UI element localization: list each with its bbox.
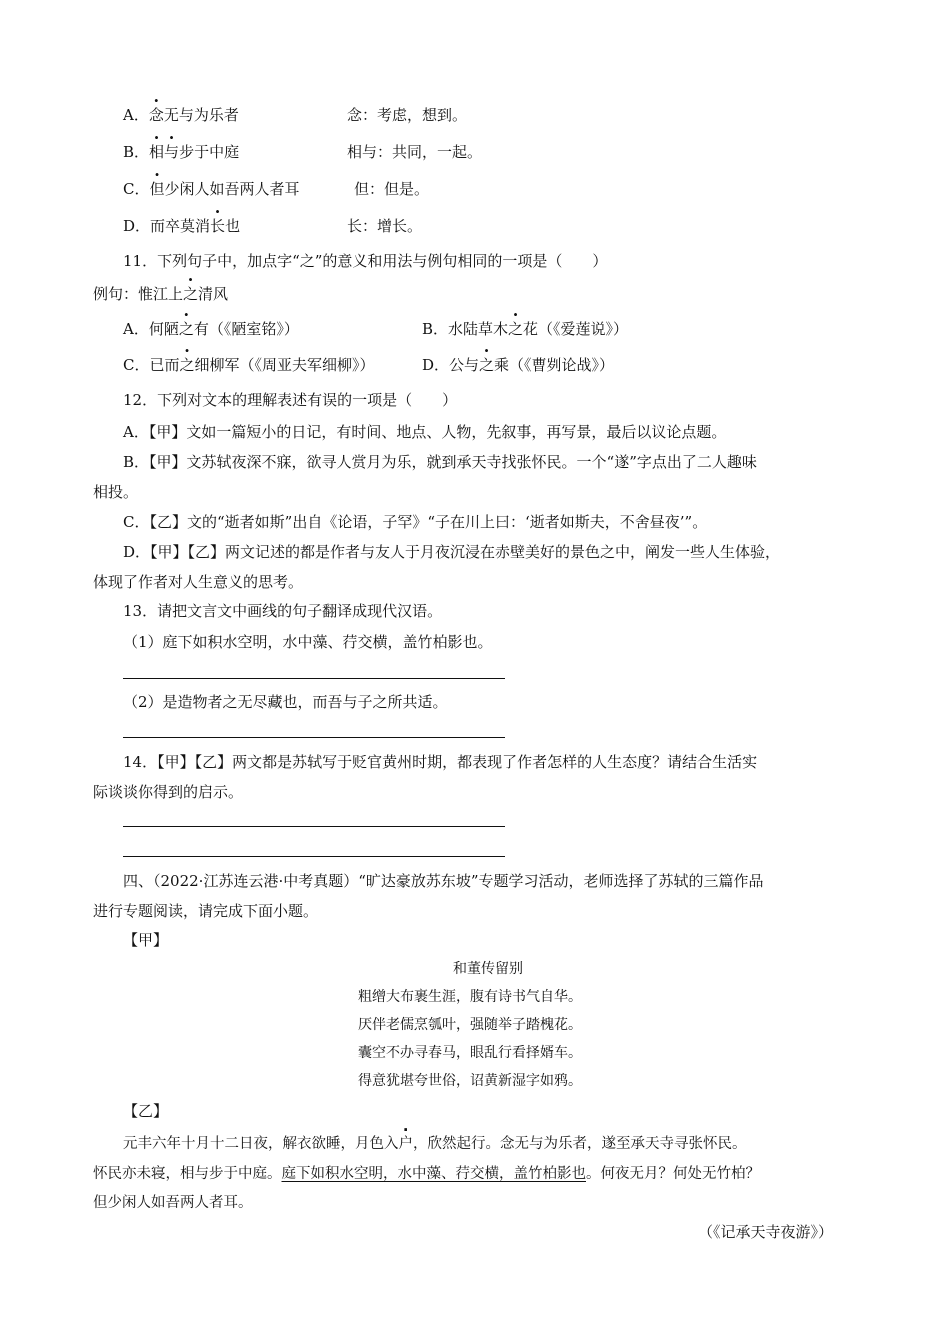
option-text: 无与为乐者 xyxy=(163,106,239,124)
answer-line-2[interactable] xyxy=(123,737,505,738)
q12-option-c: C．【乙】文的“逝者如斯”出自《论语，子罕》“子在川上曰：‘逝者如斯夫，不舍昼夜’”。 xyxy=(123,513,708,531)
option-letter: A． xyxy=(123,106,149,124)
option-text: 有（《陋室铭》） xyxy=(193,320,299,338)
q11-option-a xyxy=(123,319,299,339)
dotted-char: 之 xyxy=(479,356,495,374)
option-text: 细柳军（《周亚夫军细柳》） xyxy=(194,356,375,374)
passage-label-jia: 【甲】 xyxy=(123,931,169,949)
passage-text: 元丰六年十月十二日夜，解衣欲睡，月色入 xyxy=(123,1136,399,1152)
section4-intro-cont: 进行专题阅读，请完成下面小题。 xyxy=(93,902,319,920)
underlined-sentence: 庭下如积水空明，水中藻、荇交横，盖竹柏影也 xyxy=(281,1166,586,1182)
option-text: 花（《爱莲说》） xyxy=(523,320,629,338)
dotted-char: 户 xyxy=(398,1136,413,1152)
q11-option-d xyxy=(422,355,614,375)
passage-text: 。何夜无月？何处无竹柏？ xyxy=(586,1166,760,1182)
q10-option-c xyxy=(123,179,300,199)
passage-yi-line-1 xyxy=(123,1134,747,1154)
section4-intro: 四、（2022·江苏连云港·中考真题）“旷达豪放苏东坡”专题学习活动，老师选择了苏轼的三篇作品 xyxy=(123,872,764,890)
dotted-char: 长 xyxy=(210,217,226,235)
q12-stem: 12．下列对文本的理解表述有误的一项是（ ） xyxy=(123,391,458,409)
q10-gloss-c: 但：但是。 xyxy=(354,180,430,198)
poem-line-1: 粗缯大布裹生涯，腹有诗书气自华。 xyxy=(358,989,582,1005)
q11-option-b xyxy=(422,319,628,339)
q14-stem: 14．【甲】【乙】两文都是苏轼写于贬官黄州时期，都表现了作者怎样的人生态度？请结合生活实 xyxy=(123,753,758,771)
answer-line-4[interactable] xyxy=(123,856,505,857)
dotted-char: 之 xyxy=(178,320,194,338)
passage-text: 怀民亦未寝，相与步于中庭。 xyxy=(93,1166,282,1182)
poem-line-3: 囊空不办寻春马，眼乱行看择婿车。 xyxy=(358,1045,582,1061)
option-letter: C． xyxy=(123,180,150,198)
q12-option-b-cont: 相投。 xyxy=(93,483,139,501)
q12-option-d: D．【甲】【乙】两文记述的都是作者与友人于月夜沉浸在赤壁美好的景色之中，阐发一些人生体验， xyxy=(123,543,781,561)
dotted-char: 与 xyxy=(164,143,180,161)
option-text: 少闲人如吾两人者耳 xyxy=(164,180,300,198)
option-text: D．公与 xyxy=(422,356,480,374)
dotted-char: 但 xyxy=(149,180,165,198)
q10-gloss-b: 相与：共同，一起。 xyxy=(347,143,483,161)
option-text: 步于中庭 xyxy=(179,143,240,161)
dotted-char: 之 xyxy=(183,285,199,303)
dotted-char: 之 xyxy=(179,356,195,374)
option-text: A．何陋 xyxy=(123,320,179,338)
q12-option-b: B．【甲】文苏轼夜深不寐，欲寻人赏月为乐，就到承天寺找张怀民。一个“遂”字点出了二人趣味 xyxy=(123,453,757,471)
example-text: 例句：惟江上 xyxy=(93,285,184,303)
dotted-char: 相 xyxy=(149,143,165,161)
dotted-char: 念 xyxy=(148,106,164,124)
q11-option-c xyxy=(123,355,375,375)
option-letter: D． xyxy=(123,217,151,235)
answer-line-1[interactable] xyxy=(123,678,505,679)
answer-line-3[interactable] xyxy=(123,826,505,827)
passage-yi-line-3: 但少闲人如吾两人者耳。 xyxy=(93,1195,253,1211)
q10-option-d xyxy=(123,216,240,236)
dotted-char: 之 xyxy=(508,320,524,338)
passage-label-yi: 【乙】 xyxy=(123,1102,169,1120)
option-text: 也 xyxy=(225,217,241,235)
passage-text: ，欣然起行。念无与为乐者，遂至承天寺寻张怀民。 xyxy=(413,1136,747,1152)
q12-option-d-cont: 体现了作者对人生意义的思考。 xyxy=(93,573,304,591)
q10-gloss-a: 念：考虑，想到。 xyxy=(347,106,468,124)
poem-line-4: 得意犹堪夸世俗，诏黄新湿字如鸦。 xyxy=(358,1073,582,1089)
q11-example xyxy=(93,284,228,304)
q10-gloss-d: 长：增长。 xyxy=(347,217,423,235)
poem-title: 和董传留别 xyxy=(453,961,523,977)
q12-option-a: A．【甲】文如一篇短小的日记，有时间、地点、人物，先叙事，再写景，最后以议论点题。 xyxy=(123,423,727,441)
option-text: C．已而 xyxy=(123,356,180,374)
q13-sentence-2: （2）是造物者之无尽藏也，而吾与子之所共适。 xyxy=(123,693,448,711)
passage-source: （《记承天寺夜游》） xyxy=(698,1223,834,1241)
q13-sentence-1: （1）庭下如积水空明，水中藻、荇交横，盖竹柏影也。 xyxy=(123,633,493,651)
option-text: 乘（《曹刿论战》） xyxy=(494,356,615,374)
q10-option-a xyxy=(123,105,239,125)
poem-line-2: 厌伴老儒烹瓠叶，强随举子踏槐花。 xyxy=(358,1017,582,1033)
q10-option-b xyxy=(123,142,239,162)
q14-stem-cont: 际谈谈你得到的启示。 xyxy=(93,783,244,801)
option-letter: B． xyxy=(123,143,150,161)
q11-stem: 11．下列句子中，加点字“之”的意义和用法与例句相同的一项是（ ） xyxy=(123,252,608,270)
example-text: 清风 xyxy=(198,285,229,303)
option-text: 而卒莫消 xyxy=(150,217,211,235)
q13-stem: 13．请把文言文中画线的句子翻译成现代汉语。 xyxy=(123,602,443,620)
option-text: B．水陆草木 xyxy=(422,320,509,338)
passage-yi-line-2 xyxy=(93,1164,760,1184)
